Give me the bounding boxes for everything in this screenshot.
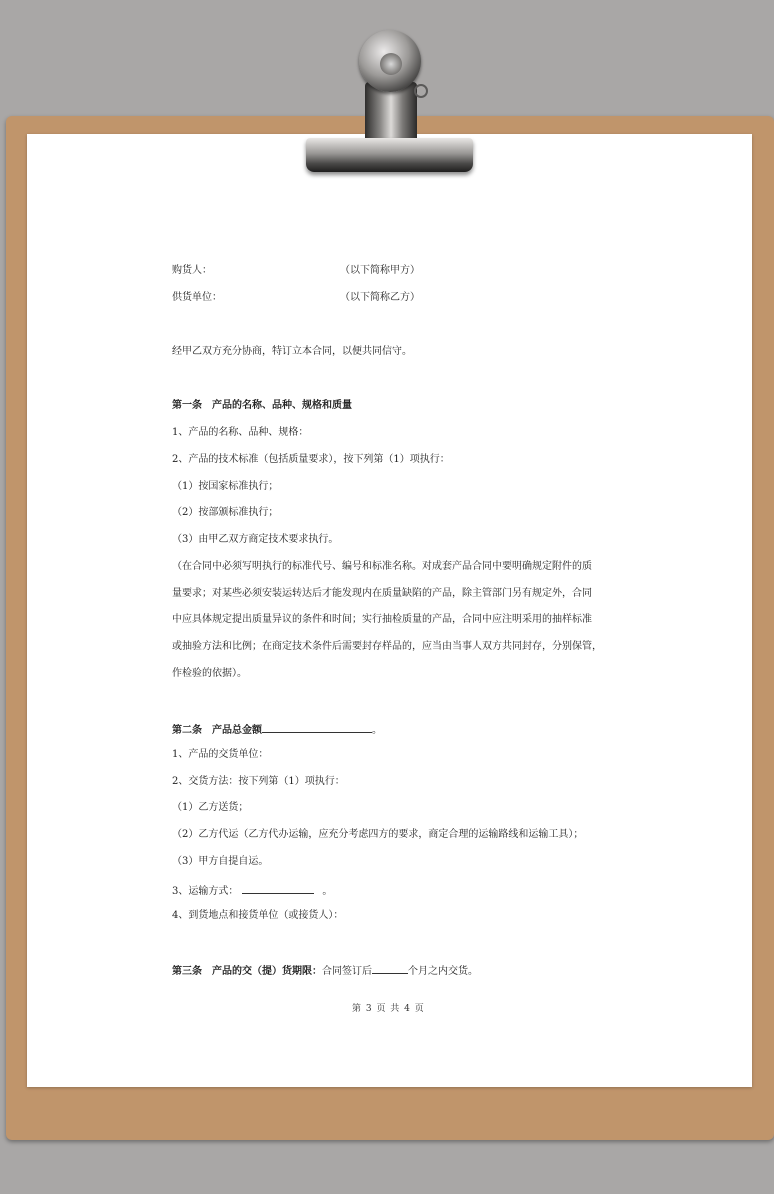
article-3-text-b: 个月之内交货。 bbox=[408, 966, 478, 977]
clip-hook bbox=[414, 84, 428, 98]
article-1-note: 量要求；对某些必须安装运转达后才能发现内在质量缺陷的产品，除主管部门另有规定外，合同 bbox=[172, 588, 592, 599]
article-2-item: （1）乙方送货； bbox=[172, 802, 249, 813]
binder-clip bbox=[306, 138, 473, 172]
article-3-title: 第三条 产品的交（提）货期限： bbox=[172, 966, 322, 977]
buyer-row bbox=[172, 266, 212, 276]
article-1-item: （3）由甲乙双方商定技术要求执行。 bbox=[172, 534, 339, 545]
article-3-text-a: 合同签订后 bbox=[322, 966, 372, 977]
article-1-item: 1、产品的名称、品种、规格： bbox=[172, 427, 309, 438]
article-1-item: 2、产品的技术标准（包括质量要求），按下列第（1）项执行： bbox=[172, 454, 450, 465]
article-1-note: （在合同中必须写明执行的标准代号、编号和标准名称。对成套产品合同中要明确规定附件的质 bbox=[172, 561, 592, 572]
article-1-note: 或抽验方法和比例；在商定技术条件后需要封存样品的，应当由当事人双方共同封存，分别保管， bbox=[172, 641, 602, 652]
document-page bbox=[27, 134, 752, 1087]
article-1-title: 第一条 产品的名称、品种、规格和质量 bbox=[172, 400, 352, 411]
transport-blank bbox=[242, 884, 314, 894]
article-2-title-end: 。 bbox=[372, 725, 382, 736]
article-1-item: （2）按部颁标准执行； bbox=[172, 507, 279, 518]
transport-end: 。 bbox=[322, 886, 333, 897]
buyer-note: （以下简称甲方） bbox=[340, 265, 420, 276]
article-2-title-row bbox=[172, 723, 382, 736]
clip-hole bbox=[380, 53, 402, 75]
page-number: 第 3 页 共 4 页 bbox=[352, 1004, 425, 1014]
article-1-note: 中应具体规定提出质量异议的条件和时间；实行抽检质量的产品，合同中应注明采用的抽样标准 bbox=[172, 614, 592, 625]
article-1-note: 作检验的依据）。 bbox=[172, 668, 247, 679]
amount-blank bbox=[262, 723, 372, 733]
buyer-label: 购货人： bbox=[172, 265, 212, 276]
transport-row bbox=[172, 884, 332, 897]
supplier-row bbox=[172, 293, 222, 303]
article-2-item: 1、产品的交货单位： bbox=[172, 749, 269, 760]
article-3-row bbox=[172, 964, 478, 977]
delivery-location: 4、到货地点和接货单位（或接货人）： bbox=[172, 910, 344, 921]
transport-label: 3、运输方式： bbox=[172, 886, 239, 897]
months-blank bbox=[372, 964, 408, 974]
article-2-title: 第二条 产品总金额 bbox=[172, 725, 262, 736]
intro-text: 经甲乙双方充分协商，特订立本合同，以便共同信守。 bbox=[172, 346, 412, 357]
article-2-item: 2、交货方法：按下列第（1）项执行： bbox=[172, 776, 345, 787]
article-1-item: （1）按国家标准执行； bbox=[172, 481, 279, 492]
supplier-note: （以下简称乙方） bbox=[340, 292, 420, 303]
supplier-label: 供货单位： bbox=[172, 292, 222, 303]
article-2-item: （3）甲方自提自运。 bbox=[172, 856, 269, 867]
article-2-item: （2）乙方代运（乙方代办运输，应充分考虑四方的要求，商定合理的运输路线和运输工具）； bbox=[172, 829, 584, 840]
